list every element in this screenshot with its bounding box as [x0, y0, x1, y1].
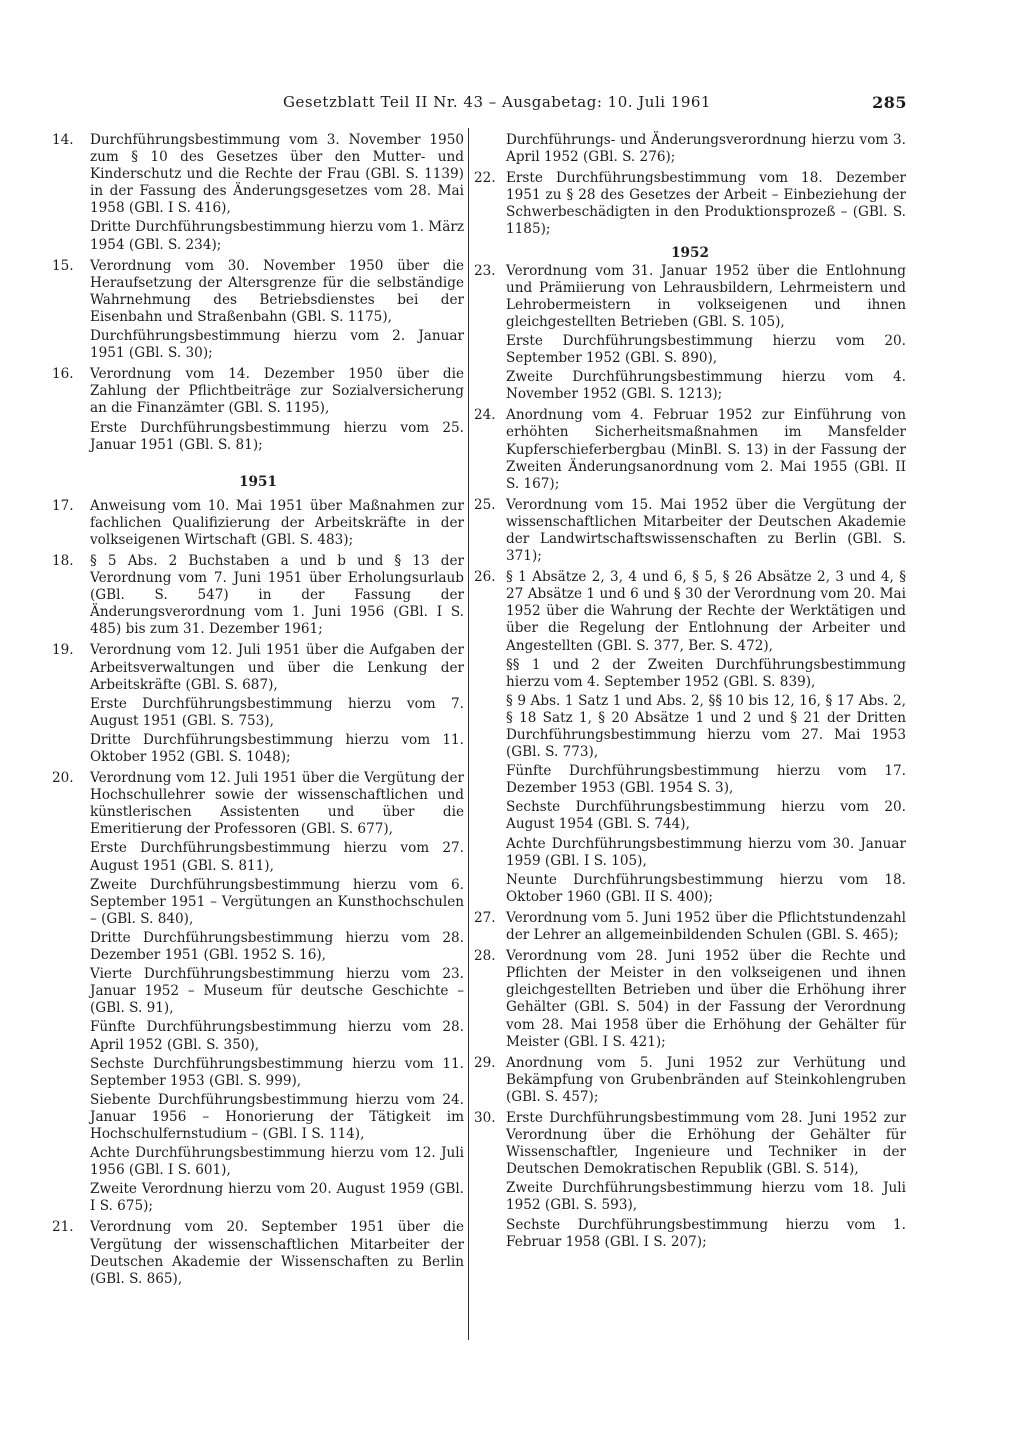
item-subtext: Erste Durchführungsbestimmung hierzu vom 25. Januar 1951 (GBl. S. 81); — [90, 419, 464, 453]
list-item — [474, 263, 906, 404]
item-number: 28. — [474, 948, 496, 965]
item-subtext: § 9 Abs. 1 Satz 1 und Abs. 2, §§ 10 bis 12, 16, § 17 Abs. 2, § 18 Satz 1, § 20 Absätze 1 und 2 und § 21 der Dritten Durchführungsbestimmung hierzu vom 27. Mai 1953 (GBl. S. 773), — [506, 692, 906, 761]
item-text: Verordnung vom 20. September 1951 über die Vergütung der wissenschaftlichen Mitarbeiter der Deutschen Akademie der Wissenschaften zu Berlin (GBl. S. 865), — [90, 1219, 464, 1287]
list-item — [474, 497, 906, 565]
list-item — [474, 407, 906, 492]
item-text: Verordnung vom 14. Dezember 1950 über die Zahlung der Pflichtbeiträge zur Sozialversicherung an die Finanzämter (GBl. S. 1195), — [90, 366, 464, 417]
item-number: 23. — [474, 262, 496, 279]
list-item — [52, 1219, 464, 1287]
item-text: Anordnung vom 4. Februar 1952 zur Einführung von erhöhten Sicherheitsmaßnahmen im Mansfelder Kupferschieferbergbau (MinBl. S. 13) in der Fassung der Zweiten Änderungsanordnung vom 2. Mai 1955 (GBl. II S. 167); — [506, 407, 906, 492]
list-item — [52, 258, 464, 363]
item-subtext: Erste Durchführungsbestimmung hierzu vom 27. August 1951 (GBl. S. 811), — [90, 840, 464, 874]
item-subtext: Durchführungsbestimmung hierzu vom 2. Januar 1951 (GBl. S. 30); — [90, 328, 464, 362]
item-subtext: Erste Durchführungsbestimmung hierzu vom 7. August 1951 (GBl. S. 753), — [90, 695, 464, 729]
item-number: 14. — [52, 132, 74, 148]
item-text: Anordnung vom 5. Juni 1952 zur Verhütung und Bekämpfung von Grubenbränden auf Steinkohlengruben (GBl. S. 457); — [506, 1054, 906, 1105]
item-subtext: Zweite Durchführungsbestimmung hierzu vom 6. September 1951 – Vergütungen an Kunsthochschulen – (GBl. S. 840), — [90, 876, 464, 927]
left-column — [52, 132, 464, 1292]
item-subtext: Vierte Durchführungsbestimmung hierzu vom 23. Januar 1952 – Museum für deutsche Geschichte – (GBl. S. 91), — [90, 966, 464, 1017]
item-text: Verordnung vom 31. Januar 1952 über die Entlohnung und Prämiierung von Lehrausbildern, Lehrmeistern und Lehrobermeistern in volkseigenen und ihnen gleichgestellten Betrieben (GBl. S. 105), — [506, 262, 906, 330]
list-item — [52, 553, 464, 638]
item-number: 15. — [52, 257, 74, 274]
item-number: 26. — [474, 569, 496, 586]
item-number: 24. — [474, 407, 496, 424]
list-item — [474, 948, 906, 1051]
item-subtext: Dritte Durchführungsbestimmung hierzu vom 28. Dezember 1951 (GBl. 1952 S. 16), — [90, 929, 464, 964]
item-subtext: Siebente Durchführungsbestimmung hierzu vom 24. Januar 1956 – Honorierung der Tätigkeit im Hochschulfernstudium – (GBl. I S. 114), — [90, 1091, 464, 1142]
year-heading: 1952 — [671, 244, 709, 261]
item-subtext: Dritte Durchführungsbestimmung hierzu vom 1. März 1954 (GBl. S. 234); — [90, 219, 464, 253]
item-subtext: Sechste Durchführungsbestimmung hierzu vom 1. Februar 1958 (GBl. I S. 207); — [506, 1216, 906, 1250]
item-subtext: Achte Durchführungsbestimmung hierzu vom 30. Januar 1959 (GBl. I S. 105), — [506, 835, 906, 869]
page-header — [283, 93, 907, 111]
list-item — [474, 910, 906, 944]
item-text: Verordnung vom 12. Juli 1951 über die Aufgaben der Arbeitsverwaltungen und über die Lenkung der Arbeitskräfte (GBl. S. 687), — [90, 642, 464, 693]
list-item — [52, 132, 464, 254]
list-item — [52, 366, 464, 453]
list-item — [474, 170, 906, 238]
page-number: 285 — [872, 93, 907, 112]
item-number: 19. — [52, 642, 74, 659]
item-subtext: Zweite Durchführungsbestimmung hierzu vom 18. Juli 1952 (GBl. S. 593), — [506, 1180, 906, 1214]
item-subtext: Neunte Durchführungsbestimmung hierzu vom 18. Oktober 1960 (GBl. II S. 400); — [506, 871, 906, 905]
item-number: 17. — [52, 497, 74, 514]
column-divider — [468, 128, 469, 1340]
item-text: Erste Durchführungsbestimmung vom 18. Dezember 1951 zu § 28 des Gesetzes der Arbeit – Einbeziehung der Schwerbeschädigten in den Produktionsprozeß – (GBl. S. 1185); — [506, 170, 906, 238]
item-text: Anweisung vom 10. Mai 1951 über Maßnahmen zur fachlichen Qualifizierung der Arbeitskräfte in der volkseigenen Wirtschaft (GBl. S. 483); — [90, 497, 464, 548]
right-column — [474, 132, 906, 1255]
item-text: Verordnung vom 30. November 1950 über die Heraufsetzung der Altersgrenze für die selbständige Wahrnehmung des Betriebsdienstes bei der Eisenbahn und Straßenbahn (GBl. S. 1175), — [90, 257, 464, 325]
item-subtext: Achte Durchführungsbestimmung hierzu vom 12. Juli 1956 (GBl. I S. 601), — [90, 1145, 464, 1179]
item-subtext: Sechste Durchführungsbestimmung hierzu vom 11. September 1953 (GBl. S. 999), — [90, 1055, 464, 1089]
item-text: Verordnung vom 28. Juni 1952 über die Rechte und Pflichten der Meister in den volkseigenen und ihnen gleichgestellten Betrieben und über die Erhöhung ihrer Gehälter (GBl. S. 504) in der Fassung der Verordnung vom 28. Mai 1958 über die Erhöhung der Gehälter für Meister (GBl. I S. 421); — [506, 948, 906, 1050]
item-number: 25. — [474, 496, 496, 513]
list-item — [52, 642, 464, 766]
list-item — [474, 569, 906, 906]
item-subtext: Zweite Verordnung hierzu vom 20. August 1959 (GBl. I S. 675); — [90, 1181, 464, 1215]
item-subtext: §§ 1 und 2 der Zweiten Durchführungsbestimmung hierzu vom 4. September 1952 (GBl. S. 839), — [506, 656, 906, 690]
item-subtext: Fünfte Durchführungsbestimmung hierzu vom 17. Dezember 1953 (GBl. 1954 S. 3), — [506, 763, 906, 797]
item-number: 21. — [52, 1219, 74, 1236]
list-item — [52, 498, 464, 549]
item-text: Erste Durchführungsbestimmung vom 28. Juni 1952 zur Verordnung über die Erhöhung der Gehälter für Wissenschaftler, Ingenieure und Techniker in der Deutschen Demokratischen Republik (GBl. S. 514), — [506, 1109, 906, 1178]
item-subtext: Fünfte Durchführungsbestimmung hierzu vom 28. April 1952 (GBl. S. 350), — [90, 1019, 464, 1053]
item-text: Verordnung vom 15. Mai 1952 über die Vergütung der wissenschaftlichen Mitarbeiter der Deutschen Akademie der Landwirtschaftswissenschaften zu Berlin (GBl. S. 371); — [506, 496, 906, 565]
year-heading: 1951 — [239, 473, 277, 490]
item-text: Verordnung vom 12. Juli 1951 über die Vergütung der Hochschullehrer sowie der wissenschaftlichen und künstlerischen Assistenten und über die Emeritierung der Professoren (GBl. S. 677), — [90, 770, 464, 838]
item-number: 30. — [474, 1109, 496, 1126]
item-number: 18. — [52, 552, 74, 569]
item-continuation: Durchführungs- und Änderungsverordnung hierzu vom 3. April 1952 (GBl. S. 276); — [506, 132, 906, 166]
item-subtext: Sechste Durchführungsbestimmung hierzu vom 20. August 1954 (GBl. S. 744), — [506, 799, 906, 833]
item-number: 27. — [474, 909, 496, 926]
item-subtext: Erste Durchführungsbestimmung hierzu vom 20. September 1952 (GBl. S. 890), — [506, 332, 906, 367]
list-item — [474, 1110, 906, 1251]
item-text: Durchführungsbestimmung vom 3. November 1950 zum § 10 des Gesetzes über den Mutter- und Kinderschutz und die Rechte der Frau (GBl. S. 1139) in der Fassung des Änderungsgesetzes vom 28. Mai 1958 (GBl. I S. 416), — [90, 132, 464, 217]
item-number: 29. — [474, 1054, 496, 1071]
item-text: § 1 Absätze 2, 3, 4 und 6, § 5, § 26 Absätze 2, 3 und 4, § 27 Absätze 1 und 6 und § 30 der Verordnung vom 20. Mai 1952 über die Wahrung der Rechte der Werktätigen und über die Regelung der Entlohnung der Arbeiter und Angestellten (GBl. S. 377, Ber. S. 472), — [506, 569, 906, 654]
list-item — [474, 1055, 906, 1106]
item-number: 22. — [474, 170, 496, 187]
list-item — [52, 770, 464, 1215]
item-number: 20. — [52, 770, 74, 787]
item-number: 16. — [52, 366, 74, 383]
header-title: Gesetzblatt Teil II Nr. 43 – Ausgabetag: 10. Juli 1961 — [283, 93, 711, 111]
item-text: Verordnung vom 5. Juni 1952 über die Pflichtstundenzahl der Lehrer an allgemeinbildenden Schulen (GBl. S. 465); — [506, 909, 906, 944]
item-text: § 5 Abs. 2 Buchstaben a und b und § 13 der Verordnung vom 7. Juni 1951 über Erholungsurlaub (GBl. S. 547) in der Fassung der Änderungsverordnung vom 1. Juni 1956 (GBl. I S. 485) bis zum 31. Dezember 1961; — [90, 552, 464, 638]
item-subtext: Dritte Durchführungsbestimmung hierzu vom 11. Oktober 1952 (GBl. S. 1048); — [90, 731, 464, 765]
item-subtext: Zweite Durchführungsbestimmung hierzu vom 4. November 1952 (GBl. S. 1213); — [506, 369, 906, 403]
